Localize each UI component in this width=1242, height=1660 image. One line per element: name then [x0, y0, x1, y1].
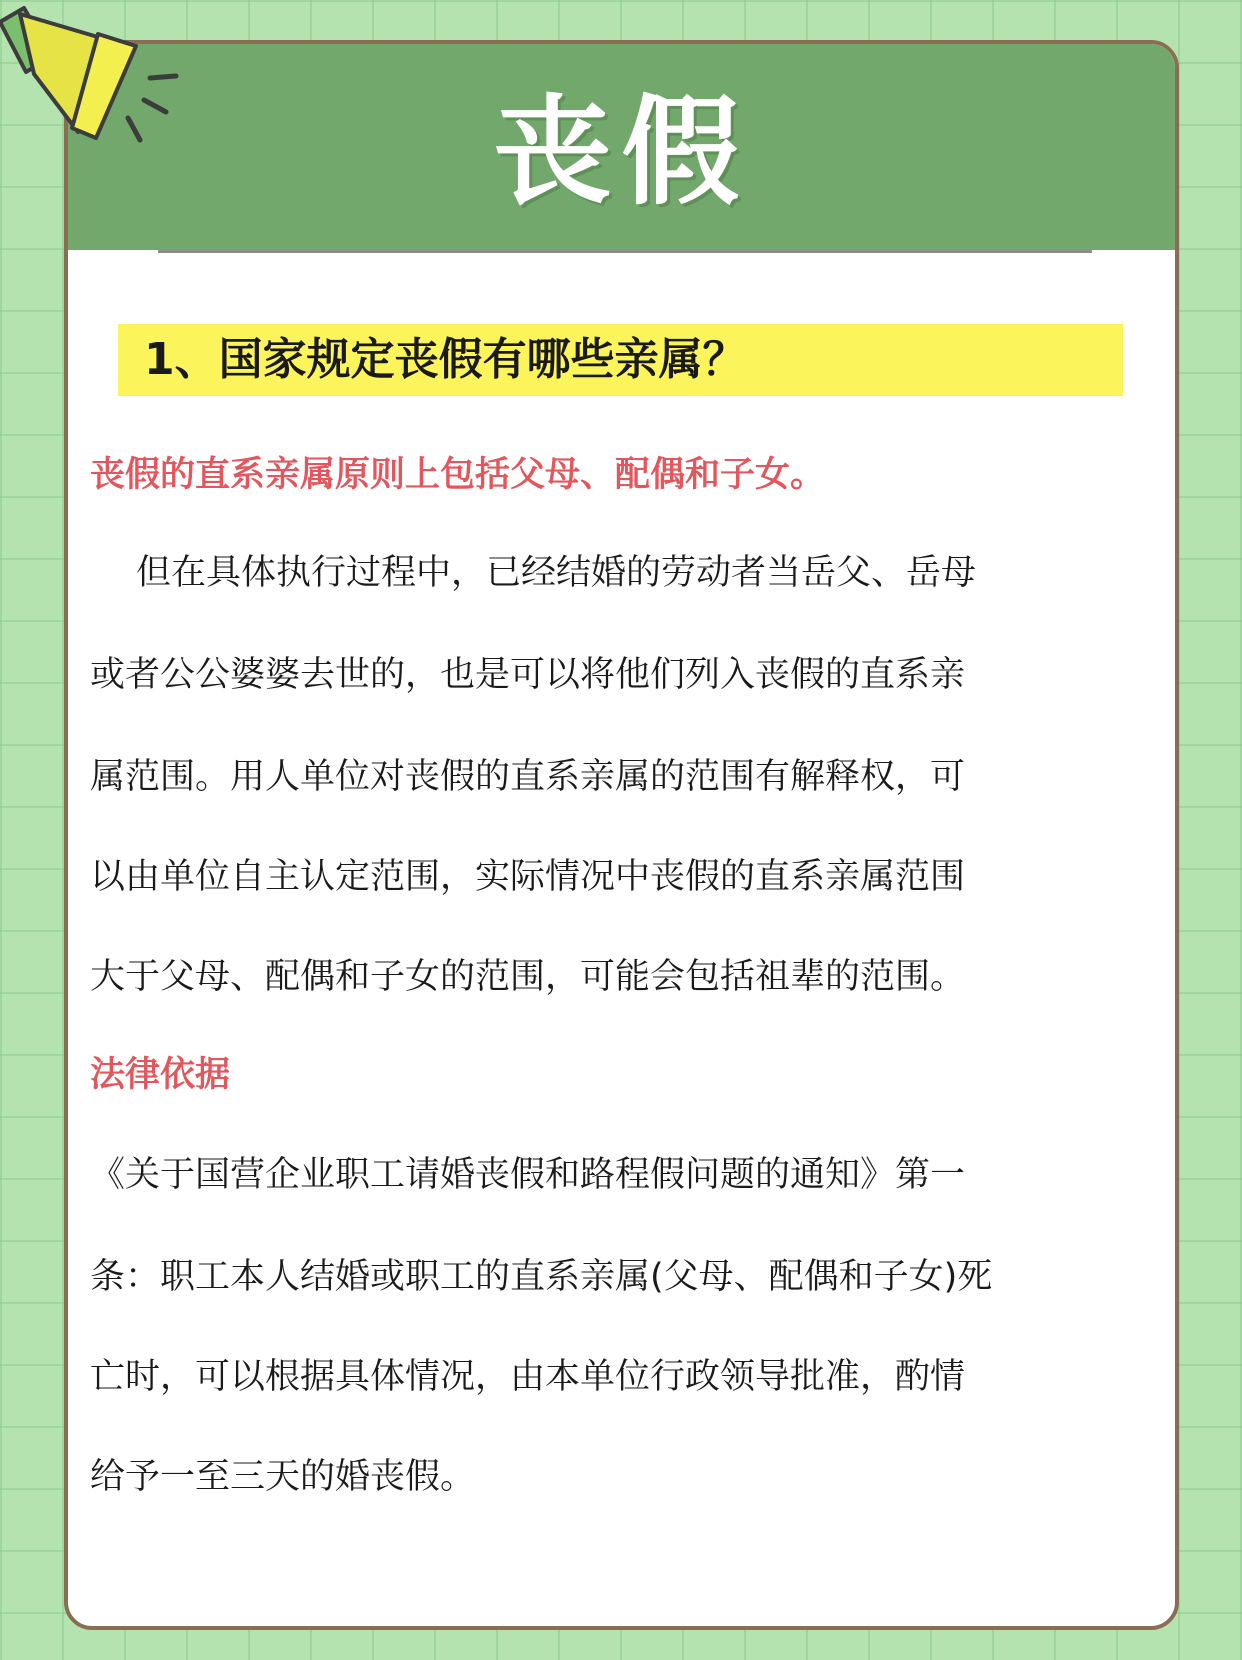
divider — [158, 250, 1092, 253]
legal-basis-label: 法律依据 — [90, 1055, 231, 1095]
legal-line: 给予一至三天的婚丧假。 — [90, 1457, 476, 1497]
paragraph-line: 大于父母、配偶和子女的范围，可能会包括祖辈的范围。 — [90, 957, 966, 997]
legal-line: 亡时，可以根据具体情况，由本单位行政领导批准，酌情 — [90, 1357, 966, 1397]
paragraph-line: 以由单位自主认定范围，实际情况中丧假的直系亲属范围 — [90, 857, 966, 897]
page-title: 丧假 — [493, 83, 750, 221]
header-band — [68, 44, 1175, 250]
highlight-statement: 丧假的直系亲属原则上包括父母、配偶和子女。 — [90, 455, 826, 495]
paragraph-line: 但在具体执行过程中，已经结婚的劳动者当岳父、岳母 — [136, 553, 977, 593]
paragraph-line: 或者公公婆婆去世的，也是可以将他们列入丧假的直系亲 — [90, 655, 966, 695]
question-heading: 1、国家规定丧假有哪些亲属？ — [144, 334, 747, 385]
question-banner — [118, 324, 1123, 396]
legal-line: 条：职工本人结婚或职工的直系亲属(父母、配偶和子女)死 — [90, 1257, 993, 1297]
megaphone-icon — [0, 0, 190, 160]
paragraph-line: 属范围。用人单位对丧假的直系亲属的范围有解释权，可 — [90, 757, 966, 797]
legal-line: 《关于国营企业职工请婚丧假和路程假问题的通知》第一 — [90, 1155, 966, 1195]
content-card — [64, 40, 1179, 1630]
